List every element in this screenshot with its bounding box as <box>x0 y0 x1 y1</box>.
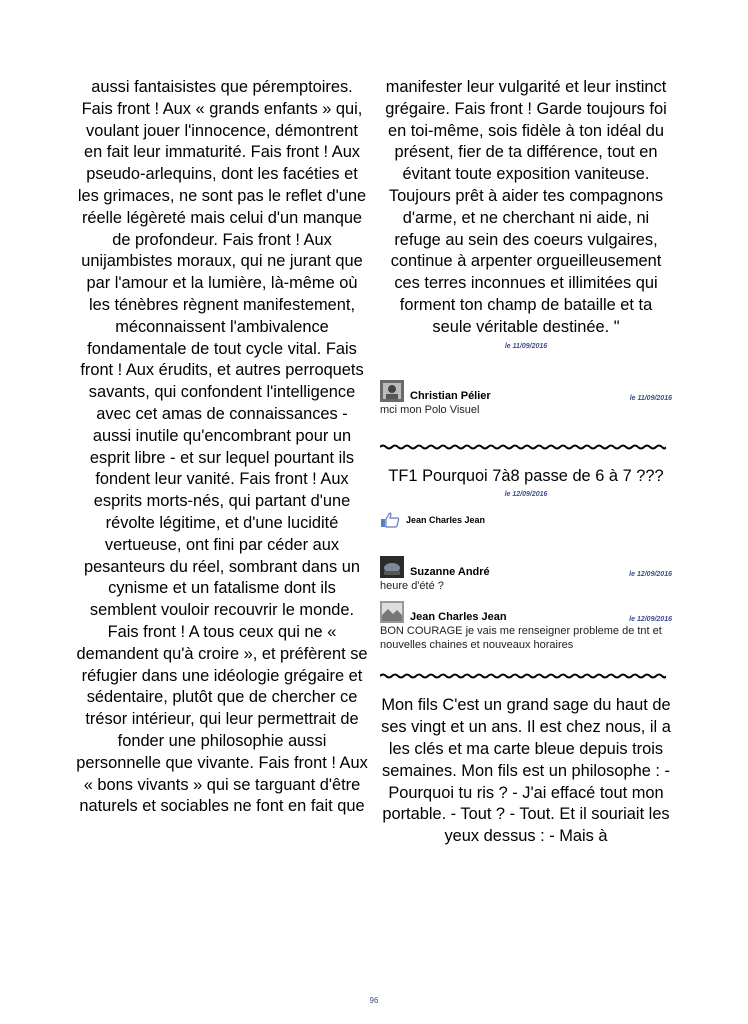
post-date: le 11/09/2016 <box>504 342 548 350</box>
like-row <box>380 512 672 528</box>
post-text: manifester leur vulgarité et leur instinct grégaire. Fais front ! Garde toujours foi en toi-même, sois fidèle à ton idéal du présent, fier de ta différence, tout en évitant toute exposition vaniteuse. Toujours prêt à aider tes compagnons d'arme, et ne cherchant ni aide, ni refuge au sein des coeurs vulgaires, continue à arpenter orgueilleusement ces terres inconnues et illimitées qui forment ton champ de bataille et ta seule véritable destinée. " <box>385 78 667 336</box>
comment <box>380 556 672 593</box>
thumbs-up-icon <box>380 512 400 528</box>
left-column <box>76 77 368 818</box>
post-date: le 12/09/2016 <box>504 491 548 499</box>
avatar <box>380 601 404 623</box>
like-author[interactable]: Jean Charles Jean <box>406 515 486 526</box>
comment-author[interactable]: Jean Charles Jean <box>410 611 507 624</box>
right-column <box>380 77 672 848</box>
comment-text: heure d'été ? <box>380 580 444 593</box>
comment-text: mci mon Polo Visuel <box>380 403 480 416</box>
avatar <box>380 380 404 402</box>
comment <box>380 380 672 417</box>
wavy-divider <box>380 443 666 451</box>
comment-text: BON COURAGE je vais me renseigner probleme de tnt et nouvelles chaines et nouveaux horaires <box>380 625 662 652</box>
comment <box>380 601 672 652</box>
comment-author[interactable]: Christian Pélier <box>410 389 491 402</box>
comment-date: le 11/09/2016 <box>629 394 672 402</box>
comment-date: le 12/09/2016 <box>629 616 672 624</box>
wavy-divider <box>380 672 666 680</box>
post-title: TF1 Pourquoi 7à8 passe de 6 à 7 ??? <box>388 466 664 485</box>
comment-date: le 12/09/2016 <box>629 571 672 579</box>
page-number: 96 <box>369 996 379 1005</box>
avatar <box>380 556 404 578</box>
post-continuation-text: aussi fantaisistes que péremptoires. Fais front ! Aux « grands enfants » qui, voulant jouer l'innocence, démontrent en fait leur immaturité. Fais front ! Aux pseudo-arlequins, dont les facéties et les grimaces, ne sont pas le reflet d'une réelle légèreté mais celui d'un manque de profondeur. Fais front ! Aux unijambistes moraux, qui ne jurant que par l'amour et la lumière, là-même où les ténèbres règnent manifestement, méconnaissent l'ambivalence fondamentale de tout cycle vital. Fais front ! Aux érudits, et autres perroquets savants, qui confondent l'intelligence avec cet amas de connaissances - aussi inutile qu'encombrant pour un esprit libre - et sur lequel pourtant ils fondent leur vanité. Fais front ! Aux esprits morts-nés, qui partant d'une révolte légitime, et d'une lucidité vertueuse, ont fini par céder aux pesanteurs du réel, sombrant dans un cynisme et un fatalisme dont ils semblent vouloir recouvrir le monde. Fais front ! A tous ceux qui ne « demandent qu'à croire », et préfèrent se réfugier dans une idéologie grégaire et sédentaire, plutôt que de chercher ce trésor intérieur, qui leur permettrait de fonder une philosophie aussi personnelle que vivante. Fais front ! Aux « bons vivants » qui se targuant d'être naturels et sociables ne font en fait que <box>76 78 368 816</box>
comment-author[interactable]: Suzanne André <box>410 566 490 579</box>
post-text: Mon fils C'est un grand sage du haut de ses vingt et un ans. Il est chez nous, il a les clés et ma carte bleue depuis trois semaines. Mon fils est un philosophe : - Pourquoi tu ris ? - J'ai effacé tout mon portable. - Tout ? - Tout. Et il souriait les yeux dessus : - Mais à <box>381 696 671 846</box>
